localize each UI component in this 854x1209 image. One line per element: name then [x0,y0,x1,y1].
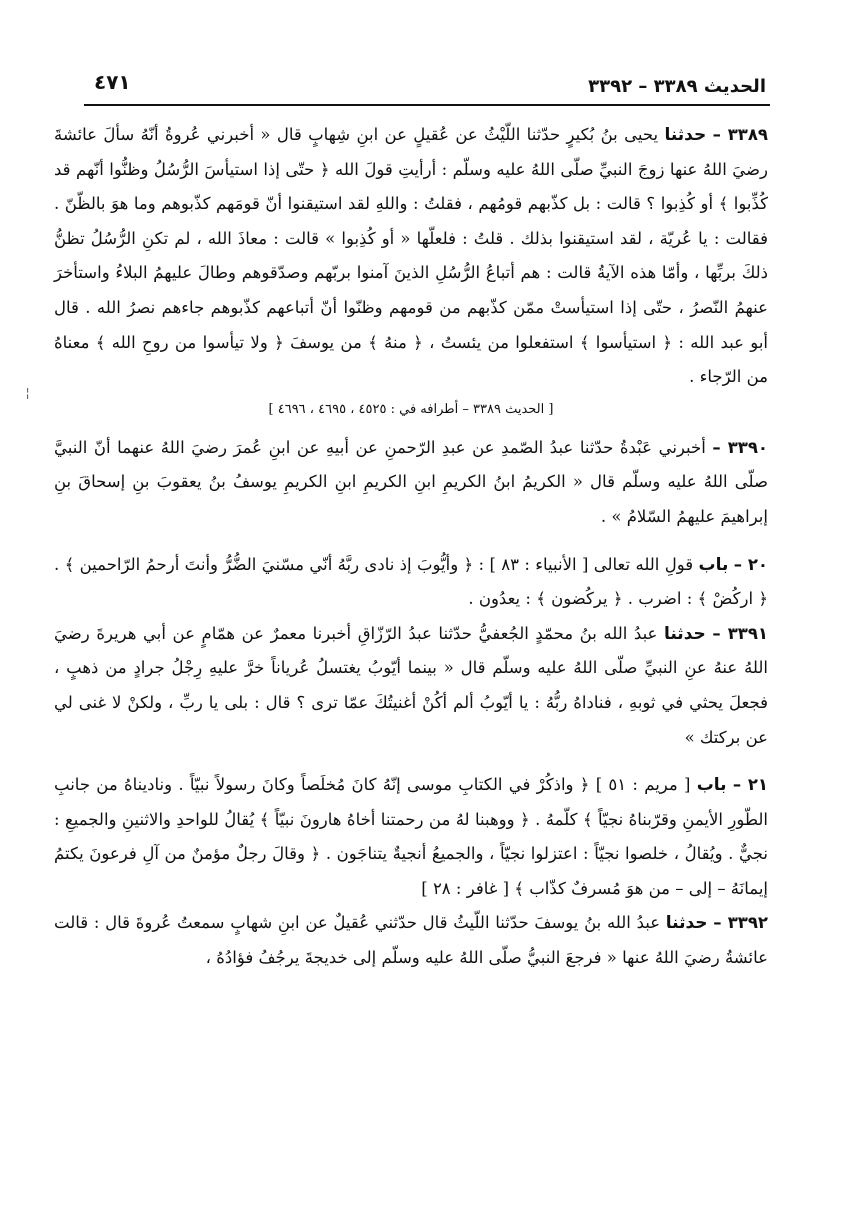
page-body [54,118,768,976]
page-number: ٤٧١ [94,70,131,94]
bab-keyword: باب [698,554,729,575]
chapter-number: ٢١ – [732,775,768,795]
hadith-3390 [54,431,768,535]
chapter-number: ٢٠ – [733,554,768,574]
hadith-3391 [54,617,768,755]
chapter-21 [54,768,768,906]
haddathana-keyword: حدثنا [664,125,707,145]
hadith-text: عبدُ الله بنُ محمّدٍ الجُعفيُّ حدّثنا عبدُ الرّزّاقِ أخبرنا معمرٌ عن همّامٍ عن أبي هريرةَ رضيَ اللهُ عنهُ عنِ النبيِّ صلّى اللهُ عليه وسلّم قال « بينما أيّوبُ يغتسلُ عُرياناً خرَّ عليهِ رِجْلُ جرادٍ من ذهبٍ ، فجعلَ يحثي في ثوبهِ ، فناداهُ ربُّهُ : يا أيّوبُ ألم أكُنْ أغنيتُكَ عمّا ترى ؟ قال : بلى يا ربِّ ، ولكنْ لا غنى لي عن بركتك » [54,623,768,747]
haddathana-keyword: حدثنا [665,913,708,934]
margin-mark: ¦ [24,386,32,400]
hadith-number: ٣٣٨٩ – [712,125,769,144]
chapter-20 [54,548,768,617]
hadith-text: عبدُ الله بنُ يوسفَ حدّثنا اللّيثُ قال حدّثني عُقيلٌ عن ابنِ شهابٍ سمعتُ عُروةَ قال : قالت عائشةُ رضيَ اللهُ عنها « فرجعَ النبيُّ صلّى اللهُ عليه وسلّم إلى خديجةَ يرجُفُ فؤادُهُ ، [54,913,768,968]
haddathana-keyword: حدثنا [663,623,706,644]
chapter-text: [ مريم : ٥١ ] ﴿ واذكُرْ في الكتابِ موسى إنّهُ كانَ مُخلَصاً وكانَ رسولاً نبيّاً . وناديناهُ من جانبِ الطّورِ الأيمنِ وقرّبناهُ نجيّاً ﴾ كلّمهُ . ﴿ ووهبنا لهُ من رحمتنا أخاهُ هارونَ نبيّاً ﴾ يُقالُ للواحدِ والاثنينِ والجميعِ : نجيٌّ . ويُقالُ ، خلصوا نجيّاً : اعتزلوا نجيّاً ، والجميعُ أنجيةٌ يتناجَون . ﴿ وقالَ رجلٌ مؤمنٌ من آلِ فرعونَ يكتمُ إيمانَهُ – إلى – من هوَ مُسرفٌ كذّاب ﴾ [ غافر : ٢٨ ] [54,775,768,898]
page-header [84,60,770,106]
hadith-number: ٣٣٩٠ – [712,437,768,457]
hadith-text: يحيى بنُ بُكيرٍ حدّثنا اللّيْثُ عن عُقيلٍ عن ابنِ شِهابٍ قال « أخبرني عُروةُ أنّهُ سألَ عائشةَ رضيَ اللهُ عنها زوجَ النبيِّ صلّى اللهُ عليه وسلّم : أرأيتِ قولَ الله ﴿ حتّى إذا استيأسَ الرُّسُلُ وظنُّوا أنّهم قد كُذِّبوا ﴾ أو كُذِبوا ؟ قالت : بل كذّبهم قومُهم ، فقلتُ : واللهِ لقد استيقنوا أنّ قومَهم كذّبوهم وما هوَ بالظّنّ . فقالت : يا عُريّة ، لقد استيقنوا بذلك . قلتُ : فلعلّها « أو كُذِبوا » قالت : معاذَ الله ، لم تكنِ الرُّسُلُ تظنُّ ذلكَ بربِّها ، وأمّا هذه الآيةُ قالت : هم أتباعُ الرُّسُلِ الذينَ آمنوا بربّهم وصدّقوهم وطالَ عليهمُ البلاءُ واستأخرَ عنهمُ النّصرُ ، حتّى إذا استيأستْ ممّن كذّبهم من قومهم وظنّوا أنّ أتباعهم كذّبوهم جاءهم نصرُ الله . قال أبو عبد الله : ﴿ استيأسوا ﴾ استفعلوا من يئستُ ، ﴿ منهُ ﴾ من يوسفَ ﴿ ولا تيأسوا من روحِ الله ﴾ معناهُ من الرّجاء . [54,125,768,387]
bab-keyword: باب [696,775,727,796]
hadith-3392 [54,906,768,975]
hadith-number: ٣٣٩١ – [712,623,768,643]
hadith-3389-footnote: [ الحديث ٣٣٨٩ – أطرافه في : ٤٥٢٥ ، ٤٦٩٥ ، ٤٦٩٦ ] [268,401,554,417]
hadith-3389 [54,118,768,395]
hadith-text: أخبرني عَبْدةُ حدّثنا عبدُ الصّمدِ عن عبدِ الرّحمنِ عن أبيهِ عن ابنِ عُمرَ رضيَ اللهُ عنهما أنّ النبيَّ صلّى اللهُ عليه وسلّم قال « الكريمُ ابنُ الكريمِ ابنِ الكريمِ ابنِ الكريمِ يوسفُ بنُ يعقوبَ بنِ إسحاقَ بنِ إبراهيمَ عليهمُ السّلامُ » . [54,437,768,526]
hadith-number: ٣٣٩٢ – [713,913,768,933]
chapter-text: قولِ الله تعالى [ الأنبياء : ٨٣ ] : ﴿ وأيُّوبَ إذ نادى ربَّهُ أنّي مسّنيَ الضُّرُّ وأنتَ أرحمُ الرّاحمين ﴾ . ﴿ اركُضْ ﴾ : اضرب . ﴿ يركُضون ﴾ : يعدُون . [54,554,768,609]
page-title: الحديث ٣٣٨٩ – ٣٣٩٢ [588,76,766,97]
